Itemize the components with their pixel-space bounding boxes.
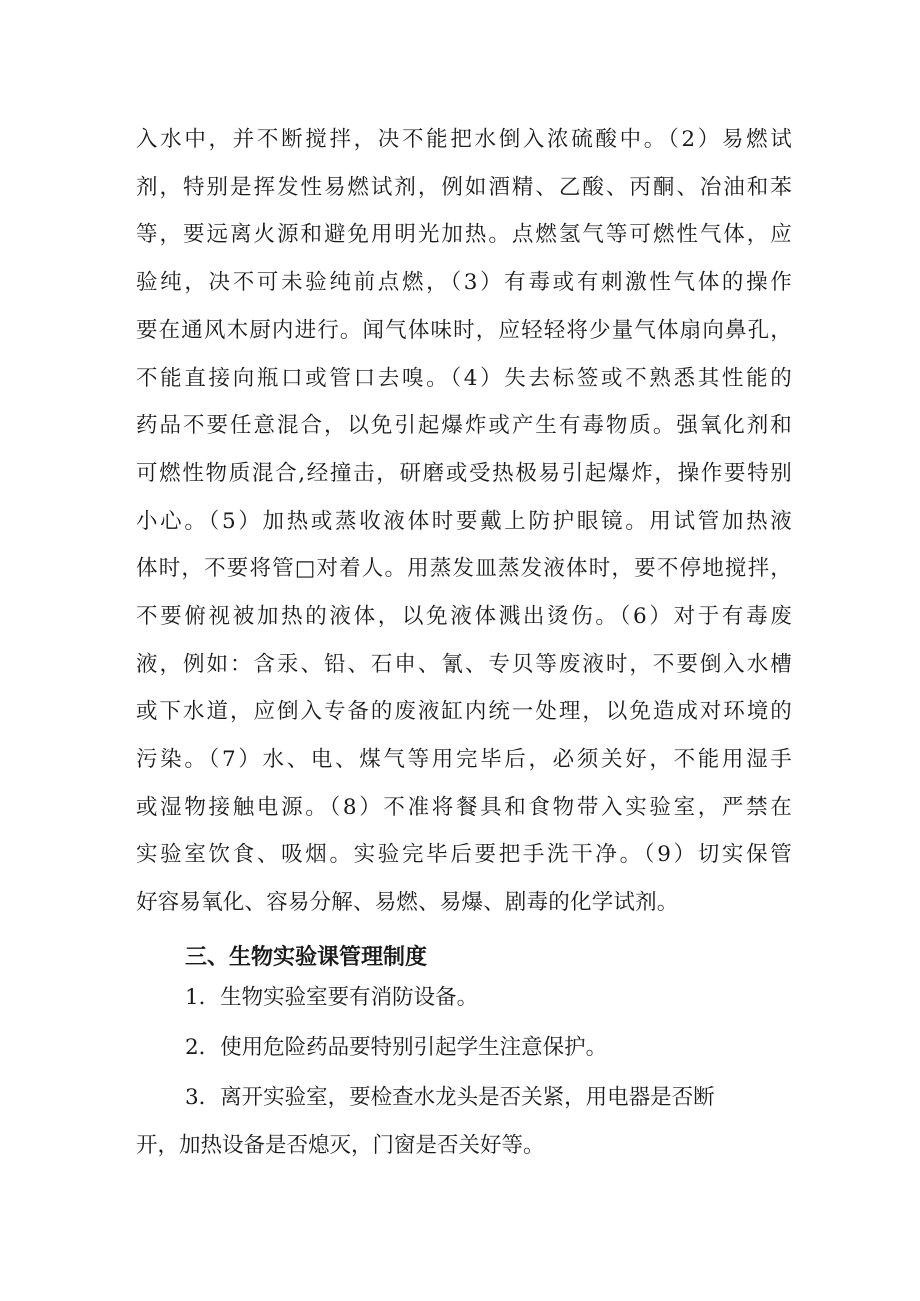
paragraph-line: 小心。（5）加热或蒸收液体时要戴上防护眼镜。用试管加热液	[136, 509, 792, 534]
paragraph-line: 入水中，并不断搅拌，决不能把水倒入浓硫酸中。（2）易燃试	[136, 127, 792, 152]
list-item: 3．离开实验室，要检查水龙头是否关紧，用电器是否断	[185, 1085, 715, 1110]
paragraph-line: 不要俯视被加热的液体，以免液体溅出烫伤。（6）对于有毒废	[136, 604, 792, 629]
paragraph-line: 验纯，决不可未验纯前点燃，（3）有毒或有刺激性气体的操作	[136, 270, 792, 295]
paragraph-line: 好容易氧化、容易分解、易燃、易爆、剧毒的化学试剂。	[136, 890, 679, 915]
paragraph-line: 或下水道，应倒入专备的废液缸内统一处理，以免造成对环境的	[136, 699, 792, 724]
paragraph-line: 药品不要任意混合，以免引起爆炸或产生有毒物质。强氧化剂和	[136, 413, 792, 438]
paragraph-line: 或湿物接触电源。（8）不准将餐具和食物带入实验室，严禁在	[136, 795, 792, 820]
section-heading: 三、生物实验课管理制度	[185, 945, 428, 970]
paragraph-line: 等，要远离火源和避免用明光加热。点燃氢气等可燃性气体，应	[136, 222, 792, 247]
list-item-continuation: 开，加热设备是否熄灭，门窗是否关好等。	[136, 1133, 545, 1158]
paragraph-line: 污染。（7）水、电、煤气等用完毕后，必须关好，不能用湿手	[136, 747, 792, 772]
paragraph-line: 不能直接向瓶口或管口去嗅。（4）失去标签或不熟悉其性能的	[136, 366, 792, 391]
paragraph-line: 实验室饮食、吸烟。实验完毕后要把手洗干净。（9）切实保管	[136, 842, 792, 867]
list-item: 2．使用危险药品要特别引起学生注意保护。	[185, 1035, 608, 1060]
paragraph-line: 体时，不要将管□对着人。用蒸发皿蒸发液体时，要不停地搅拌，	[136, 556, 792, 581]
paragraph-line: 要在通风木厨内进行。闻气体味时，应轻轻将少量气体扇向鼻孔，	[136, 318, 792, 343]
paragraph-line: 可燃性物质混合,经撞击，研磨或受热极易引起爆炸，操作要特别	[136, 461, 792, 486]
paragraph-line: 剂，特别是挥发性易燃试剂，例如酒精、乙酸、丙酮、冶油和苯	[136, 175, 792, 200]
list-item: 1．生物实验室要有消防设备。	[185, 985, 479, 1010]
paragraph-line: 液，例如：含汞、铅、石申、氰、专贝等废液时，不要倒入水槽	[136, 652, 792, 677]
